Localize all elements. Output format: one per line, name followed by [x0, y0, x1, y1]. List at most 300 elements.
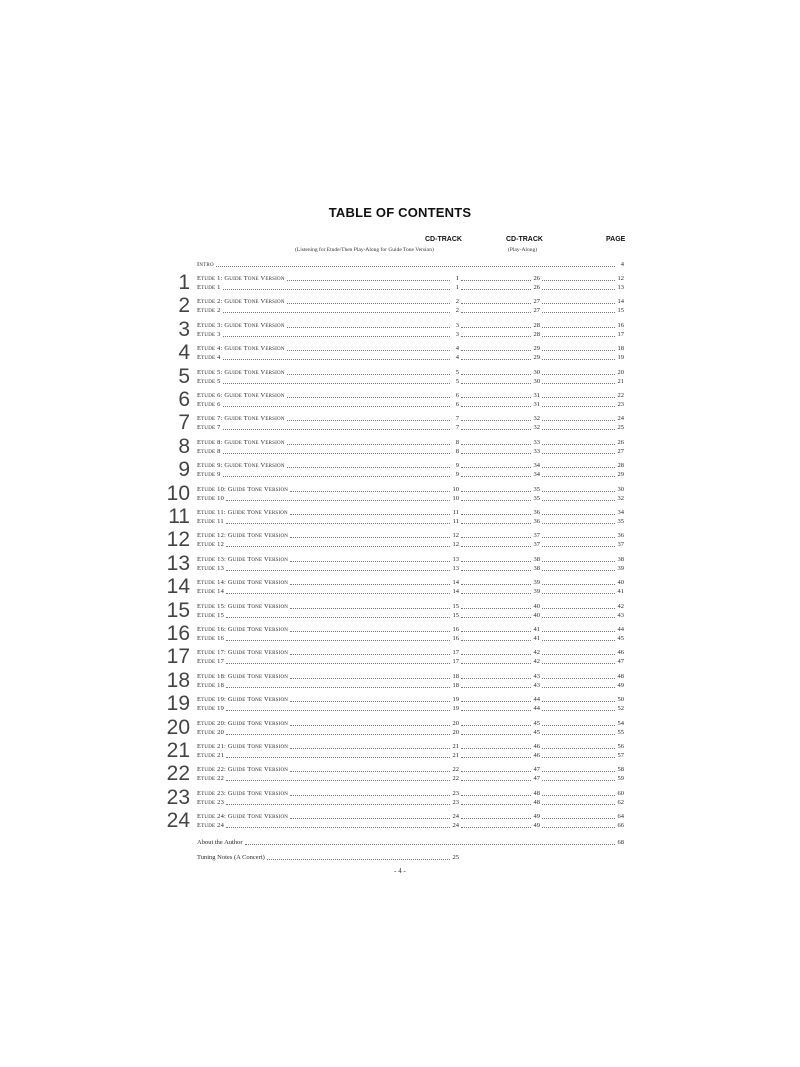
page-segment	[540, 470, 624, 479]
cd-playalong-track-number: 34	[533, 471, 540, 478]
cd-track-number: 19	[452, 705, 459, 712]
entry-label: About the Author	[197, 839, 243, 846]
track1-segment	[197, 742, 459, 751]
track2-segment	[459, 391, 540, 400]
etude-section-number: 12	[166, 528, 190, 551]
track1-segment	[197, 578, 459, 587]
page-number-ref: 54	[617, 720, 624, 727]
cd-track-number: 3	[455, 331, 459, 338]
page-segment	[540, 681, 624, 690]
cd-playalong-track-number: 28	[533, 331, 540, 338]
dot-leader	[461, 724, 531, 726]
dot-leader	[542, 335, 615, 337]
cd-playalong-track-number: 42	[533, 658, 540, 665]
cd-track-number: 10	[452, 486, 459, 493]
dot-leader	[542, 662, 615, 664]
toc-row-guide-tone	[197, 578, 624, 587]
dot-leader	[461, 396, 531, 398]
entry-label: Etude 5	[197, 378, 221, 385]
track1-segment	[197, 306, 459, 315]
page-segment	[540, 821, 624, 830]
dot-leader	[542, 653, 615, 655]
cd-playalong-track-number: 43	[533, 673, 540, 680]
entry-label: Etude 9: Guide Tone Version	[197, 462, 285, 469]
dot-leader	[461, 639, 531, 641]
page-segment	[540, 391, 624, 400]
entry-label: Etude 13: Guide Tone Version	[197, 556, 289, 563]
toc-row-tuning-notes	[197, 853, 624, 862]
page-number-ref: 21	[617, 378, 624, 385]
page-segment	[540, 789, 624, 798]
cd-playalong-track-number: 34	[533, 462, 540, 469]
toc-row-guide-tone	[197, 531, 624, 540]
dot-leader	[461, 419, 531, 421]
entry-label: Etude 5: Guide Tone Version	[197, 369, 285, 376]
entry-label: Etude 14	[197, 588, 225, 595]
etude-section-number: 13	[166, 552, 190, 575]
entry-label: Etude 3: Guide Tone Version	[197, 322, 285, 329]
track1-segment	[197, 719, 459, 728]
cd-playalong-track-number: 40	[533, 603, 540, 610]
dot-leader	[287, 419, 450, 421]
cd-track-number: 21	[452, 743, 459, 750]
cd-track-number: 16	[452, 626, 459, 633]
page-number-ref: 68	[617, 839, 624, 846]
dot-leader	[461, 747, 531, 749]
dot-leader	[226, 616, 450, 618]
page-segment	[540, 742, 624, 751]
page-number-ref: 32	[617, 495, 624, 502]
dot-leader	[542, 770, 615, 772]
track1-segment	[197, 611, 459, 620]
track2-segment	[459, 438, 540, 447]
dot-leader	[542, 700, 615, 702]
track2-segment	[459, 704, 540, 713]
entry-label: Etude 17: Guide Tone Version	[197, 649, 289, 656]
page-number-ref: 35	[617, 518, 624, 525]
cd-track-number: 23	[452, 790, 459, 797]
cd-track-number: 12	[452, 541, 459, 548]
page-segment	[540, 461, 624, 470]
dot-leader	[542, 686, 615, 688]
cd-track-number: 18	[452, 682, 459, 689]
page-number-ref: 12	[617, 275, 624, 282]
column-header-page: PAGE	[606, 236, 626, 243]
dot-leader	[461, 499, 531, 501]
track2-segment	[459, 789, 540, 798]
dot-leader	[542, 466, 615, 468]
etude-section-number: 8	[178, 435, 190, 458]
entry-label: Etude 22	[197, 775, 225, 782]
cd-track-number: 7	[455, 424, 459, 431]
dot-leader	[290, 770, 450, 772]
page-segment	[540, 297, 624, 306]
page-number-ref: 57	[617, 752, 624, 759]
dot-leader	[290, 536, 450, 538]
dot-leader	[542, 583, 615, 585]
etude-section-number: 18	[166, 669, 190, 692]
page-segment	[540, 447, 624, 456]
page-number-ref: 55	[617, 729, 624, 736]
dot-leader	[226, 826, 450, 828]
page-number-ref: 48	[617, 673, 624, 680]
track2-segment	[459, 447, 540, 456]
track2-segment	[459, 719, 540, 728]
etude-section-number: 15	[166, 599, 190, 622]
track1-segment	[197, 751, 459, 760]
page-number-ref: 40	[617, 579, 624, 586]
dot-leader	[226, 499, 450, 501]
dot-leader	[542, 536, 615, 538]
page-number-ref: 38	[617, 556, 624, 563]
cd-track-number: 22	[452, 775, 459, 782]
cd-playalong-track-number: 27	[533, 298, 540, 305]
dot-leader	[461, 373, 531, 375]
toc-row-guide-tone	[197, 555, 624, 564]
entry-label: Etude 4	[197, 354, 221, 361]
entry-label: Etude 1	[197, 284, 221, 291]
dot-leader	[461, 443, 531, 445]
toc-row-guide-tone	[197, 391, 624, 400]
track2-segment	[459, 681, 540, 690]
cd-track-number: 5	[455, 378, 459, 385]
dot-leader	[542, 349, 615, 351]
dot-leader	[223, 382, 450, 384]
entry-label: Etude 4: Guide Tone Version	[197, 345, 285, 352]
dot-leader	[461, 522, 531, 524]
cd-playalong-track-number: 43	[533, 682, 540, 689]
page-number-ref: 20	[617, 369, 624, 376]
entry-label: Etude 23: Guide Tone Version	[197, 790, 289, 797]
toc-row-guide-tone	[197, 414, 624, 423]
toc-row-etude	[197, 353, 624, 362]
dot-leader	[461, 560, 531, 562]
etude-section-number: 11	[168, 505, 190, 528]
track2-segment	[459, 798, 540, 807]
track1-segment	[197, 798, 459, 807]
dot-leader	[223, 335, 450, 337]
page-segment	[540, 751, 624, 760]
page-title: TABLE OF CONTENTS	[328, 205, 472, 220]
cd-playalong-track-number: 36	[533, 518, 540, 525]
cd-track-number: 15	[452, 603, 459, 610]
toc-row-about-author	[197, 838, 624, 847]
dot-leader	[226, 686, 450, 688]
cd-track-number: 4	[455, 354, 459, 361]
track1-segment	[197, 470, 459, 479]
track2-segment	[459, 400, 540, 409]
page-segment	[540, 540, 624, 549]
toc-row-guide-tone	[197, 461, 624, 470]
entry-label: Etude 6	[197, 401, 221, 408]
cd-track-number: 8	[455, 448, 459, 455]
dot-leader	[542, 677, 615, 679]
track1-segment	[197, 789, 459, 798]
track2-segment	[459, 461, 540, 470]
dot-leader	[226, 803, 450, 805]
entry-label: Etude 12: Guide Tone Version	[197, 532, 289, 539]
dot-leader	[461, 349, 531, 351]
toc-row-etude	[197, 330, 624, 339]
track1-segment	[197, 564, 459, 573]
dot-leader	[542, 428, 615, 430]
dot-leader	[461, 686, 531, 688]
track2-segment	[459, 377, 540, 386]
track1-segment	[197, 821, 459, 830]
toc-row-etude	[197, 681, 624, 690]
dot-leader	[287, 302, 450, 304]
dot-leader	[461, 779, 531, 781]
dot-leader	[461, 817, 531, 819]
page-number-ref: 36	[617, 532, 624, 539]
toc-row-guide-tone	[197, 368, 624, 377]
dot-leader	[287, 373, 450, 375]
page-number-ref: 13	[617, 284, 624, 291]
page-number-ref: 64	[617, 813, 624, 820]
cd-playalong-track-number: 37	[533, 541, 540, 548]
dot-leader	[461, 756, 531, 758]
dot-leader	[542, 419, 615, 421]
column-header-cd-track-2: CD-TRACK	[506, 236, 543, 243]
page-segment	[540, 634, 624, 643]
dot-leader	[223, 311, 450, 313]
page-number-ref: 27	[617, 448, 624, 455]
track2-segment	[459, 423, 540, 432]
entry-label: Etude 6: Guide Tone Version	[197, 392, 285, 399]
entry-label: Etude 19: Guide Tone Version	[197, 696, 289, 703]
track1-segment	[197, 330, 459, 339]
track2-segment	[459, 578, 540, 587]
toc-row-etude	[197, 400, 624, 409]
entry-label: Etude 13	[197, 565, 225, 572]
dot-leader	[461, 311, 531, 313]
cd-track-number: 19	[452, 696, 459, 703]
cd-track-number: 13	[452, 556, 459, 563]
dot-leader	[461, 475, 531, 477]
entry-label: Etude 11: Guide Tone Version	[197, 509, 288, 516]
dot-leader	[542, 747, 615, 749]
dot-leader	[223, 405, 450, 407]
track1-segment	[197, 485, 459, 494]
etude-section-number: 3	[178, 318, 190, 341]
cd-track-number: 7	[455, 415, 459, 422]
toc-row-guide-tone	[197, 508, 624, 517]
entry-label: Etude 15	[197, 612, 225, 619]
track2-segment	[459, 330, 540, 339]
entry-label: Tuning Notes (A Concert)	[197, 854, 265, 861]
dot-leader	[287, 326, 450, 328]
dot-leader	[542, 639, 615, 641]
dot-leader	[290, 653, 450, 655]
dot-leader	[226, 592, 450, 594]
dot-leader	[542, 326, 615, 328]
dot-leader	[223, 288, 450, 290]
column-subheader-cd-track-1: (Listening for Etude/Then Play-Along for Guide Tone Version)	[295, 247, 434, 253]
cd-track-number: 9	[455, 471, 459, 478]
page-number-ref: 44	[617, 626, 624, 633]
page-segment	[540, 306, 624, 315]
dot-leader	[226, 569, 450, 571]
toc-row-intro	[197, 260, 624, 269]
page-segment	[540, 587, 624, 596]
toc-row-etude	[197, 728, 624, 737]
dot-leader	[461, 583, 531, 585]
cd-track-number: 6	[455, 392, 459, 399]
cd-playalong-track-number: 38	[533, 556, 540, 563]
toc-row-guide-tone	[197, 485, 624, 494]
track2-segment	[459, 812, 540, 821]
track1-segment	[197, 400, 459, 409]
page-number-ref: 29	[617, 471, 624, 478]
track1-segment	[197, 657, 459, 666]
page-number-ref: 22	[617, 392, 624, 399]
toc-row-etude	[197, 611, 624, 620]
dot-leader	[461, 382, 531, 384]
dot-leader	[226, 709, 450, 711]
page-number-ref: 14	[617, 298, 624, 305]
entry-label: Etude 15: Guide Tone Version	[197, 603, 289, 610]
dot-leader	[542, 513, 615, 515]
cd-track-number: 17	[452, 658, 459, 665]
entry-label: Etude 24	[197, 822, 225, 829]
track2-segment	[459, 470, 540, 479]
cd-playalong-track-number: 40	[533, 612, 540, 619]
entry-label: Etude 1: Guide Tone Version	[197, 275, 285, 282]
page-number-ref: 60	[617, 790, 624, 797]
cd-track-number: 25	[452, 854, 459, 861]
track2-segment	[459, 531, 540, 540]
cd-playalong-track-number: 44	[533, 705, 540, 712]
track2-segment	[459, 765, 540, 774]
cd-playalong-track-number: 33	[533, 439, 540, 446]
dot-leader	[542, 756, 615, 758]
cd-playalong-track-number: 32	[533, 424, 540, 431]
dot-leader	[226, 733, 450, 735]
cd-playalong-track-number: 41	[533, 635, 540, 642]
dot-leader	[461, 302, 531, 304]
dot-leader	[290, 817, 450, 819]
cd-track-number: 16	[452, 635, 459, 642]
dot-leader	[267, 858, 450, 860]
cd-playalong-track-number: 38	[533, 565, 540, 572]
etude-section-number: 5	[178, 365, 190, 388]
page-number-ref: 42	[617, 603, 624, 610]
track1-segment	[197, 774, 459, 783]
track2-segment	[459, 517, 540, 526]
track1-segment	[197, 728, 459, 737]
page-number-ref: 28	[617, 462, 624, 469]
track1-segment	[197, 391, 459, 400]
toc-row-guide-tone	[197, 625, 624, 634]
dot-leader	[461, 452, 531, 454]
toc-row-guide-tone	[197, 321, 624, 330]
cd-playalong-track-number: 27	[533, 307, 540, 314]
column-header-cd-track-1: CD-TRACK	[425, 236, 462, 243]
page-number-ref: 58	[617, 766, 624, 773]
dot-leader	[542, 794, 615, 796]
cd-track-number: 6	[455, 401, 459, 408]
dot-leader	[226, 779, 450, 781]
page-segment	[540, 494, 624, 503]
track2-segment	[459, 821, 540, 830]
toc-row-etude	[197, 634, 624, 643]
toc-row-guide-tone	[197, 695, 624, 704]
entry-label: Etude 8: Guide Tone Version	[197, 439, 285, 446]
dot-leader	[461, 326, 531, 328]
cd-playalong-track-number: 46	[533, 743, 540, 750]
dot-leader	[461, 335, 531, 337]
cd-playalong-track-number: 46	[533, 752, 540, 759]
page-segment	[540, 344, 624, 353]
toc-row-etude	[197, 283, 624, 292]
entry-label: Etude 7	[197, 424, 221, 431]
cd-playalong-track-number: 42	[533, 649, 540, 656]
entry-label: Etude 22: Guide Tone Version	[197, 766, 289, 773]
etude-section-number: 21	[166, 739, 190, 762]
page-segment	[540, 508, 624, 517]
dot-leader	[461, 288, 531, 290]
page-segment	[540, 485, 624, 494]
toc-row-guide-tone	[197, 274, 624, 283]
track2-segment	[459, 540, 540, 549]
cd-track-number: 18	[452, 673, 459, 680]
track1-segment	[197, 508, 459, 517]
track2-segment	[459, 625, 540, 634]
track1-segment	[197, 812, 459, 821]
entry-label: Etude 9	[197, 471, 221, 478]
track1-segment	[197, 765, 459, 774]
page-number-ref: 16	[617, 322, 624, 329]
entry-label: Etude 10: Guide Tone Version	[197, 486, 289, 493]
page-segment	[540, 695, 624, 704]
dot-leader	[290, 560, 450, 562]
cd-playalong-track-number: 26	[533, 275, 540, 282]
etude-section-number: 7	[178, 411, 190, 434]
page-number-ref: 18	[617, 345, 624, 352]
dot-leader	[461, 653, 531, 655]
dot-leader	[542, 475, 615, 477]
cd-track-number: 17	[452, 649, 459, 656]
track2-segment	[459, 602, 540, 611]
cd-track-number: 23	[452, 799, 459, 806]
cd-track-number: 11	[452, 509, 459, 516]
cd-track-number: 5	[455, 369, 459, 376]
dot-leader	[542, 607, 615, 609]
track1-segment	[197, 353, 459, 362]
dot-leader	[542, 490, 615, 492]
entry-label: Etude 21: Guide Tone Version	[197, 743, 289, 750]
track2-segment	[459, 297, 540, 306]
page-number-ref: 30	[617, 486, 624, 493]
page-number-ref: 45	[617, 635, 624, 642]
dot-leader	[290, 490, 450, 492]
toc-row-guide-tone	[197, 297, 624, 306]
page-number-ref: 17	[617, 331, 624, 338]
page-segment	[540, 564, 624, 573]
entry-label: Etude 18	[197, 682, 225, 689]
dot-leader	[461, 405, 531, 407]
dot-leader	[542, 817, 615, 819]
page-segment	[540, 321, 624, 330]
dot-leader	[223, 428, 450, 430]
page-segment	[540, 330, 624, 339]
dot-leader	[461, 826, 531, 828]
cd-playalong-track-number: 48	[533, 799, 540, 806]
dot-leader	[461, 616, 531, 618]
dot-leader	[461, 428, 531, 430]
dot-leader	[290, 700, 450, 702]
dot-leader	[542, 311, 615, 313]
